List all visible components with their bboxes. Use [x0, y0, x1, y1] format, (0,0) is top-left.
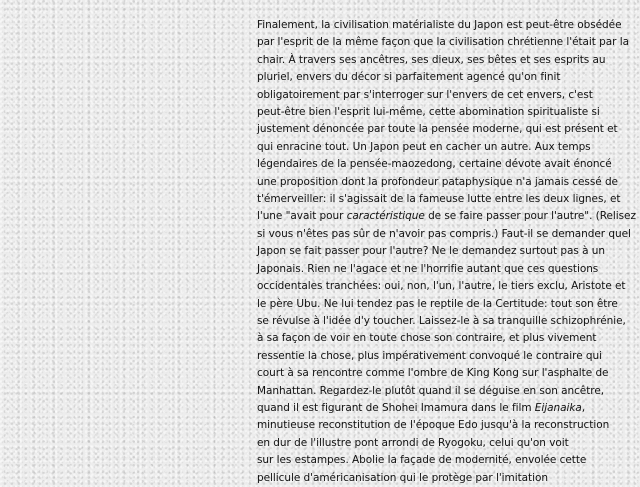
text-line: si vous n'êtes pas sûr de n'avoir pas compris.) Faut-il se demander quel [257, 227, 631, 240]
text-fragment: , [581, 401, 586, 414]
document-text [257, 17, 637, 487]
italic-title: Eijanaika [534, 401, 582, 414]
text-line: Manhattan. Regardez-le plutôt quand il se déguise en son ancêtre, [257, 384, 605, 397]
text-line: justement dénoncée par toute la pensée moderne, qui est présent et [257, 123, 618, 136]
text-line [257, 400, 637, 417]
italic-title: caractéristique [346, 210, 425, 223]
text-line: pluriel, envers du décor si parfaitement agencé qu'on finit [257, 71, 561, 84]
text-fragment: quand il est figurant de Shohei Imamura dans le film [257, 401, 535, 414]
text-line: légendaires de la pensée-maozedong, certaine dévote avait énoncé [257, 158, 612, 171]
text-fragment: l'une "avait pour [257, 210, 347, 223]
text-line: sur les estampes. Abolie la façade de modernité, envolée cette [257, 454, 587, 467]
text-line [257, 208, 637, 225]
text-line: peut-être bien l'esprit lui-même, cette abomination spiritualiste si [257, 106, 600, 119]
text-line: une proposition dont la profondeur pataphysique n'a jamais cessé de [257, 175, 618, 188]
text-line: t'émerveiller: il s'agissait de la fameuse lutte entre les deux lignes, et [257, 193, 621, 206]
text-line: pellicule d'américanisation qui le protège par l'imitation [257, 471, 548, 484]
text-line: par l'esprit de la même façon que la civilisation chrétienne l'était par la [257, 36, 629, 49]
text-line: minutieuse reconstitution de l'époque Edo jusqu'à la reconstruction [257, 419, 610, 432]
text-line: chair. À travers ses ancêtres, ses dieux, ses bêtes et ses esprits au [257, 53, 606, 66]
text-line: court à sa rencontre comme l'ombre de King Kong sur l'asphalte de [257, 367, 609, 380]
text-line: se révulse à l'idée d'y toucher. Laissez-le à sa tranquille schizophrénie, [257, 314, 626, 327]
text-line: ressentie la chose, plus impérativement convoqué le contraire qui [257, 349, 602, 362]
text-line: occidentales tranchées: oui, non, l'un, l'autre, le tiers exclu, Aristote et [257, 280, 626, 293]
text-line: en dur de l'illustre pont arrondi de Ryogoku, celui qu'on voit [257, 436, 569, 449]
text-line: le père Ubu. Ne lui tendez pas le reptile de la Certitude: tout son être [257, 297, 618, 310]
text-line: obligatoirement par s'interroger sur l'envers de cet envers, c'est [257, 88, 593, 101]
text-line: Finalement, la civilisation matérialiste du Japon est peut-être obsédée [257, 19, 622, 31]
text-fragment: de se faire passer pour l'autre". (Relisez [424, 210, 636, 223]
text-line: à sa façon de voir en toute chose son contraire, et plus vivement [257, 332, 597, 345]
text-line: Japon se fait passer pour l'autre? Ne le demandez surtout pas à un [257, 245, 605, 258]
text-line: Japonais. Rien ne l'agace et ne l'horrifie autant que ces questions [257, 262, 599, 275]
text-line: qui enracine tout. Un Japon peut en cacher un autre. Aux temps [257, 140, 591, 153]
